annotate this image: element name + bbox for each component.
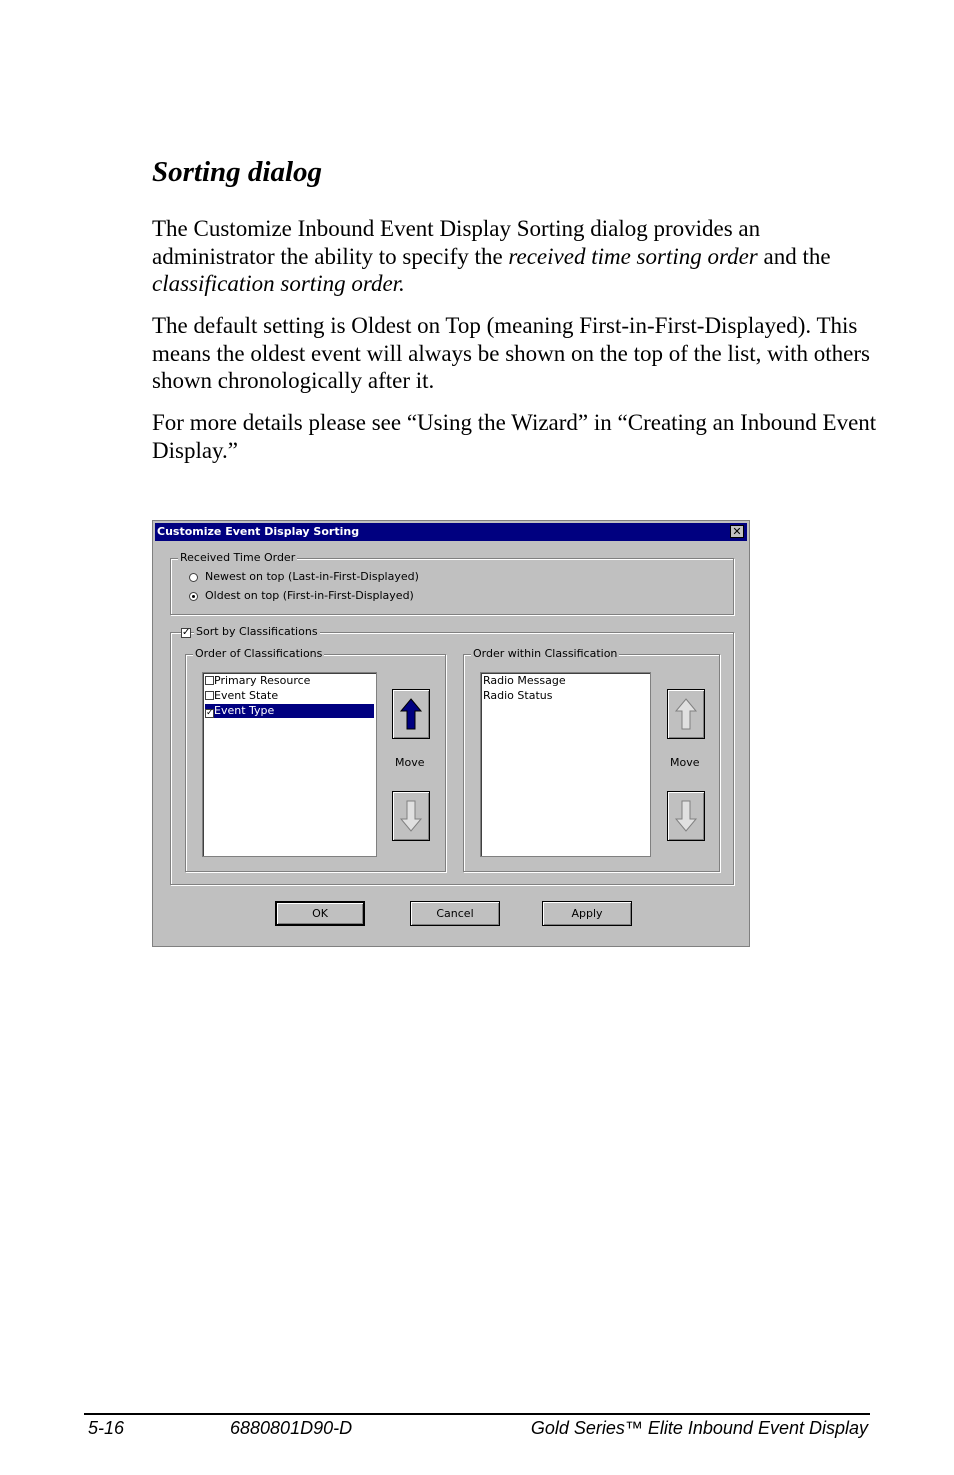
sorting-dialog bbox=[152, 520, 750, 947]
details-paragraph: For more details please see “Using the Wizard” in “Creating an Inbound Event Display.” bbox=[152, 410, 877, 463]
list-item[interactable] bbox=[205, 689, 374, 703]
newest-radio-label[interactable]: Newest on top (Last-in-First-Displayed) bbox=[205, 570, 419, 583]
order-of-classifications-legend: Order of Classifications bbox=[195, 647, 323, 660]
move-down-button[interactable] bbox=[392, 791, 430, 841]
item-checkbox-checked[interactable]: ✓ bbox=[206, 708, 214, 718]
move-down-button-disabled[interactable] bbox=[667, 791, 705, 841]
classifications-listbox[interactable] bbox=[202, 672, 377, 857]
dialog-titlebar bbox=[155, 523, 747, 541]
intro-paragraph bbox=[152, 215, 882, 298]
list-item-label: Primary Resource bbox=[214, 674, 311, 687]
footer-rule bbox=[84, 1413, 870, 1415]
within-classification-listbox[interactable] bbox=[480, 672, 651, 857]
default-setting-paragraph: The default setting is Oldest on Top (meaning First-in-First-Displayed). This means the oldest event will always be shown on the top of the list, with others shown chronologically after it. bbox=[152, 313, 870, 393]
newest-radio[interactable] bbox=[189, 573, 198, 582]
list-item[interactable]: Radio Status bbox=[483, 689, 553, 702]
sort-by-classifications-checkbox[interactable]: ✓ bbox=[182, 627, 191, 638]
item-checkbox[interactable] bbox=[205, 691, 214, 700]
page-number: 5-16 bbox=[88, 1418, 125, 1438]
cancel-button[interactable]: Cancel bbox=[410, 901, 500, 926]
sort-by-classifications-group bbox=[170, 625, 734, 885]
oldest-radio[interactable] bbox=[189, 592, 198, 601]
ok-button[interactable]: OK bbox=[275, 901, 365, 926]
dialog-title: Customize Event Display Sorting bbox=[157, 525, 360, 538]
doc-number: 6880801D90-D bbox=[230, 1418, 353, 1438]
list-item-selected[interactable] bbox=[205, 704, 374, 718]
move-up-button[interactable] bbox=[392, 689, 430, 739]
intro-text: The Customize Inbound Event Display Sorting dialog provides an administrator the ability to specify the bbox=[152, 216, 761, 269]
intro-text-and: and the bbox=[757, 243, 831, 269]
received-time-order-legend: Received Time Order bbox=[180, 551, 296, 564]
apply-button[interactable]: Apply bbox=[542, 901, 632, 926]
arrow-down-icon bbox=[674, 799, 698, 833]
oldest-radio-label[interactable]: Oldest on top (First-in-First-Displayed) bbox=[205, 589, 414, 602]
sort-by-classifications-label[interactable]: Sort by Classifications bbox=[196, 625, 318, 638]
list-item[interactable]: Radio Message bbox=[483, 674, 566, 687]
intro-emphasis-received: received time sorting order bbox=[508, 243, 758, 269]
order-within-classification-group bbox=[463, 647, 720, 872]
section-heading: Sorting dialog bbox=[152, 156, 323, 188]
move-label: Move bbox=[395, 756, 425, 769]
list-item-label: Event State bbox=[214, 689, 279, 702]
arrow-down-icon bbox=[399, 799, 423, 833]
item-checkbox[interactable] bbox=[205, 676, 214, 685]
product-name: Gold Series™ Elite Inbound Event Display bbox=[530, 1418, 868, 1438]
order-of-classifications-group bbox=[185, 647, 446, 872]
close-icon[interactable]: ✕ bbox=[730, 525, 744, 538]
move-up-button-disabled[interactable] bbox=[667, 689, 705, 739]
intro-emphasis-classification: classification sorting order. bbox=[152, 271, 405, 296]
arrow-up-icon bbox=[399, 697, 423, 731]
list-item-label: Event Type bbox=[214, 704, 275, 717]
arrow-up-icon bbox=[674, 697, 698, 731]
received-time-order-group bbox=[170, 551, 734, 615]
move-label: Move bbox=[670, 756, 700, 769]
list-item[interactable] bbox=[205, 674, 374, 688]
order-within-classification-legend: Order within Classification bbox=[473, 647, 618, 660]
